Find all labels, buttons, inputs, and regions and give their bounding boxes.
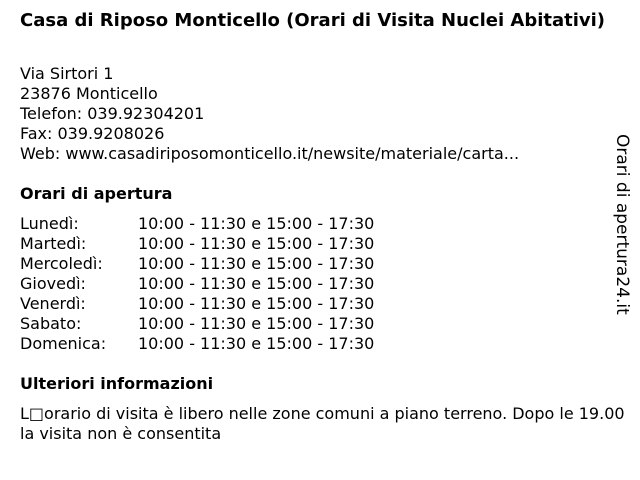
page-title: Casa di Riposo Monticello (Orari di Visita Nuclei Abitativi) [20, 10, 606, 31]
city-postal-code: 23876 Monticello [20, 84, 158, 103]
day-label: Giovedì: [20, 274, 86, 293]
street-address: Via Sirtori 1 [20, 64, 114, 83]
hours-row-giovedi [20, 274, 374, 294]
day-label: Lunedì: [20, 214, 79, 233]
day-label: Martedì: [20, 234, 87, 253]
hours-value: 10:00 - 11:30 e 15:00 - 17:30 [138, 314, 375, 333]
day-label: Venerdì: [20, 294, 86, 313]
day-label: Domenica: [20, 334, 107, 353]
website-link[interactable]: Web: www.casadiriposomonticello.it/newsite/materiale/carta... [20, 144, 520, 163]
hours-row-domenica [20, 334, 374, 354]
hours-row-sabato [20, 314, 374, 334]
hours-row-lunedi [20, 214, 374, 234]
address-block [20, 64, 519, 164]
phone-number: Telefon: 039.92304201 [20, 104, 205, 123]
day-label: Sabato: [20, 314, 82, 333]
hours-row-mercoledi [20, 254, 374, 274]
day-label: Mercoledì: [20, 254, 103, 273]
hours-value: 10:00 - 11:30 e 15:00 - 17:30 [138, 334, 375, 353]
side-brand-watermark [612, 134, 632, 314]
more-info-text: L□orario di visita è libero nelle zone comuni a piano terreno. Dopo le 19.00 la visita non è consentita [20, 404, 625, 443]
hours-row-venerdi [20, 294, 374, 314]
side-brand-text: Orari di apertura24.it [612, 134, 632, 315]
opening-hours-heading: Orari di apertura [20, 184, 173, 203]
hours-value: 10:00 - 11:30 e 15:00 - 17:30 [138, 214, 375, 233]
hours-value: 10:00 - 11:30 e 15:00 - 17:30 [138, 254, 375, 273]
opening-hours-table [20, 214, 374, 354]
more-info-heading: Ulteriori informazioni [20, 374, 214, 393]
fax-number: Fax: 039.9208026 [20, 124, 165, 143]
hours-value: 10:00 - 11:30 e 15:00 - 17:30 [138, 234, 375, 253]
hours-value: 10:00 - 11:30 e 15:00 - 17:30 [138, 294, 375, 313]
hours-value: 10:00 - 11:30 e 15:00 - 17:30 [138, 274, 375, 293]
hours-row-martedi [20, 234, 374, 254]
